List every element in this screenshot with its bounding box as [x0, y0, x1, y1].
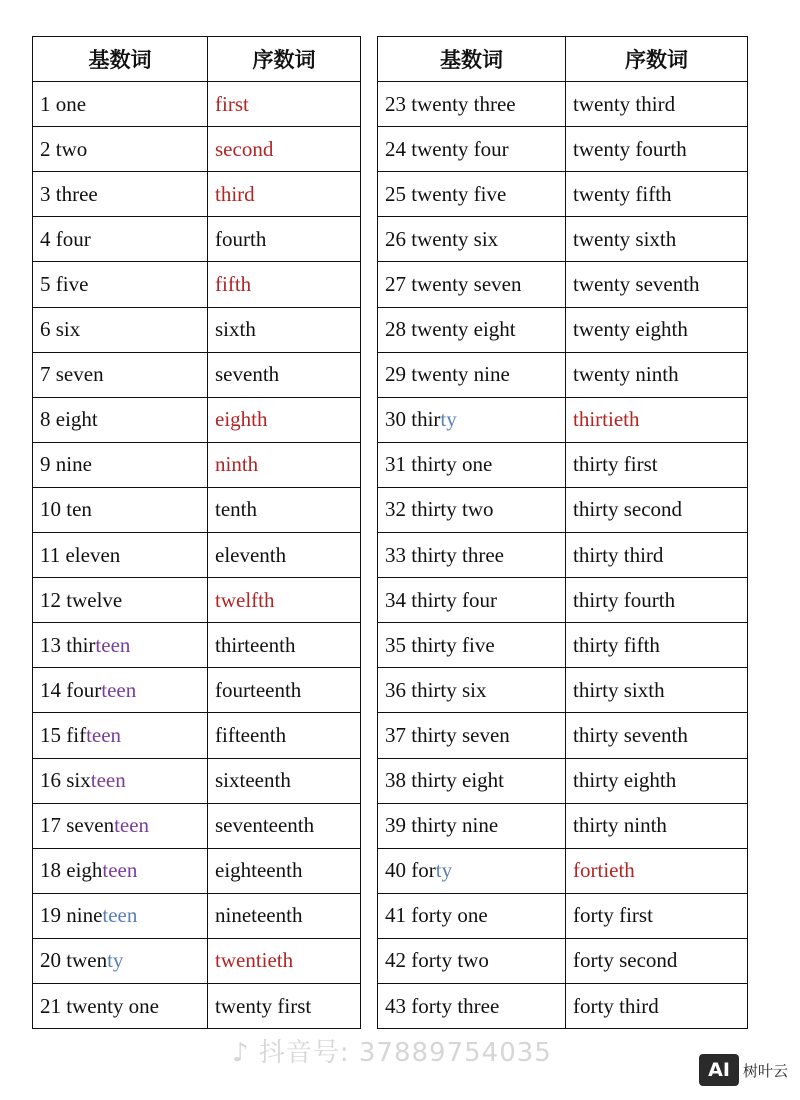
- cardinal-text: 25 twenty five: [385, 181, 507, 206]
- ordinal-cell: [208, 668, 361, 713]
- ordinal-cell: [208, 758, 361, 803]
- table-row: [33, 127, 361, 172]
- ordinal-cell: [566, 442, 748, 487]
- table-row: [33, 713, 361, 758]
- table-body-right: [378, 82, 748, 1029]
- cardinal-text: 16 six: [40, 768, 91, 793]
- badge-text: 树叶云: [743, 1061, 789, 1080]
- ordinal-cell: [566, 533, 748, 578]
- ordinal-text: fourteenth: [215, 677, 302, 702]
- table-row: [378, 713, 748, 758]
- watermark: ♪ 抖音号: 37889754035: [232, 1038, 552, 1068]
- cardinal-text: 5 five: [40, 272, 89, 297]
- cardinal-text: 38 thirty eight: [385, 768, 504, 793]
- ordinal-cell: [566, 262, 748, 307]
- cardinal-cell: [378, 397, 566, 442]
- ordinal-text: tenth: [215, 497, 257, 522]
- ordinal-text: first: [215, 91, 249, 116]
- ordinal-text: twenty sixth: [573, 226, 677, 251]
- cardinal-cell: [378, 893, 566, 938]
- table-row: [33, 803, 361, 848]
- cardinal-text: 26 twenty six: [385, 226, 499, 251]
- ai-logo-icon: AI: [699, 1054, 739, 1086]
- ordinal-cell: [566, 938, 748, 983]
- header-cardinal: 基数词: [378, 37, 566, 82]
- ordinal-text: thirty fifth: [573, 632, 660, 657]
- cardinal-cell: [33, 262, 208, 307]
- cardinal-text: 31 thirty one: [385, 452, 493, 477]
- cardinal-text: 12 twelve: [40, 587, 123, 612]
- ordinal-cell: [208, 983, 361, 1028]
- cardinal-text: ty: [107, 948, 124, 973]
- ordinal-cell: [208, 262, 361, 307]
- ordinal-cell: [566, 623, 748, 668]
- header-cardinal: 基数词: [33, 37, 208, 82]
- cardinal-text: 32 thirty two: [385, 497, 494, 522]
- table-row: [378, 397, 748, 442]
- ordinal-text: thirteenth: [215, 632, 296, 657]
- ordinal-cell: [208, 893, 361, 938]
- ordinal-cell: [566, 848, 748, 893]
- cardinal-cell: [378, 172, 566, 217]
- cardinal-cell: [33, 848, 208, 893]
- table-row: [33, 82, 361, 127]
- ordinal-text: second: [215, 136, 274, 161]
- table-row: [378, 172, 748, 217]
- cardinal-cell: [378, 758, 566, 803]
- ordinal-text: sixteenth: [215, 768, 291, 793]
- cardinal-text: 40 for: [385, 858, 436, 883]
- ordinal-cell: [208, 938, 361, 983]
- cardinal-text: 11 eleven: [40, 542, 121, 567]
- cardinal-cell: [33, 803, 208, 848]
- table-row: [378, 848, 748, 893]
- table-row: [378, 623, 748, 668]
- table-row: [378, 442, 748, 487]
- cardinal-text: 21 twenty one: [40, 993, 159, 1018]
- ordinal-cell: [208, 848, 361, 893]
- cardinal-text: 23 twenty three: [385, 91, 516, 116]
- table-row: [33, 893, 361, 938]
- cardinal-cell: [378, 82, 566, 127]
- ordinal-cell: [208, 578, 361, 623]
- ordinal-cell: [566, 893, 748, 938]
- cardinal-text: 10 ten: [40, 497, 92, 522]
- cardinal-cell: [378, 352, 566, 397]
- cardinal-cell: [33, 578, 208, 623]
- cardinal-text: 1 one: [40, 91, 87, 116]
- cardinal-text: 13 thir: [40, 632, 96, 657]
- cardinal-cell: [378, 578, 566, 623]
- table-row: [33, 578, 361, 623]
- cardinal-text: teen: [101, 677, 137, 702]
- table-row: [33, 352, 361, 397]
- table-row: [33, 533, 361, 578]
- table-row: [378, 803, 748, 848]
- ai-badge: [699, 1054, 788, 1086]
- header-ordinal: 序数词: [566, 37, 748, 82]
- cardinal-cell: [378, 127, 566, 172]
- cardinal-text: 7 seven: [40, 362, 104, 387]
- ordinal-text: twentieth: [215, 948, 294, 973]
- ordinal-text: fifteenth: [215, 722, 287, 747]
- ordinal-cell: [566, 758, 748, 803]
- ordinal-text: seventeenth: [215, 813, 315, 838]
- ordinal-text: twenty seventh: [573, 272, 700, 297]
- cardinal-text: 28 twenty eight: [385, 317, 516, 342]
- table-row: [378, 217, 748, 262]
- ordinal-cell: [566, 307, 748, 352]
- ordinal-cell: [566, 713, 748, 758]
- table-row: [378, 262, 748, 307]
- cardinal-cell: [378, 713, 566, 758]
- cardinal-cell: [33, 893, 208, 938]
- table-row: [378, 983, 748, 1028]
- ordinal-text: thirty ninth: [573, 813, 667, 838]
- table-row: [33, 217, 361, 262]
- table-row: [378, 487, 748, 532]
- cardinal-cell: [33, 127, 208, 172]
- cardinal-text: 3 three: [40, 181, 98, 206]
- cardinal-text: 14 four: [40, 677, 102, 702]
- ordinal-text: forty first: [573, 903, 653, 928]
- ordinal-text: fourth: [215, 226, 267, 251]
- ordinal-cell: [566, 172, 748, 217]
- table-row: [33, 668, 361, 713]
- ordinal-cell: [208, 172, 361, 217]
- cardinal-cell: [378, 262, 566, 307]
- table-header-row: [378, 37, 748, 82]
- ordinal-text: thirtieth: [573, 407, 640, 432]
- table-row: [378, 533, 748, 578]
- ordinal-text: twenty first: [215, 993, 312, 1018]
- cardinal-cell: [33, 82, 208, 127]
- cardinal-text: 20 twen: [40, 948, 108, 973]
- cardinal-cell: [378, 938, 566, 983]
- ordinal-cell: [208, 397, 361, 442]
- ordinal-text: seventh: [215, 362, 280, 387]
- cardinal-cell: [33, 938, 208, 983]
- cardinal-text: 24 twenty four: [385, 136, 509, 161]
- cardinal-text: 29 twenty nine: [385, 362, 510, 387]
- ordinal-text: thirty second: [573, 497, 683, 522]
- cardinal-text: 8 eight: [40, 407, 98, 432]
- ordinal-cell: [566, 352, 748, 397]
- cardinal-text: teen: [86, 722, 122, 747]
- ordinal-text: eighteenth: [215, 858, 303, 883]
- cardinal-cell: [33, 217, 208, 262]
- ordinal-text: fortieth: [573, 858, 635, 883]
- cardinal-cell: [33, 172, 208, 217]
- cardinal-cell: [378, 983, 566, 1028]
- table-row: [378, 938, 748, 983]
- table-row: [378, 578, 748, 623]
- cardinal-cell: [378, 848, 566, 893]
- ordinal-cell: [566, 803, 748, 848]
- ordinal-text: sixth: [215, 317, 256, 342]
- ordinal-cell: [566, 668, 748, 713]
- cardinal-text: 34 thirty four: [385, 587, 497, 612]
- table-row: [378, 758, 748, 803]
- ordinal-text: eighth: [215, 407, 268, 432]
- cardinal-cell: [378, 623, 566, 668]
- ordinals-table-right: [377, 36, 748, 1029]
- ordinal-text: twenty eighth: [573, 317, 688, 342]
- cardinal-text: 41 forty one: [385, 903, 488, 928]
- ordinal-text: twenty ninth: [573, 362, 679, 387]
- table-row: [33, 848, 361, 893]
- ordinal-text: twelfth: [215, 587, 275, 612]
- ordinal-cell: [566, 217, 748, 262]
- cardinal-cell: [378, 487, 566, 532]
- ordinal-text: ninth: [215, 452, 259, 477]
- cardinal-cell: [33, 397, 208, 442]
- ordinal-cell: [208, 82, 361, 127]
- ordinal-cell: [208, 217, 361, 262]
- cardinal-cell: [33, 442, 208, 487]
- ordinal-cell: [566, 397, 748, 442]
- cardinal-text: 18 eigh: [40, 858, 103, 883]
- ordinal-text: forty third: [573, 993, 659, 1018]
- cardinal-cell: [33, 983, 208, 1028]
- cardinal-text: 6 six: [40, 317, 81, 342]
- table-row: [33, 758, 361, 803]
- table-header-row: [33, 37, 361, 82]
- cardinal-text: teen: [114, 813, 150, 838]
- ordinal-cell: [566, 578, 748, 623]
- cardinal-cell: [33, 623, 208, 668]
- table-row: [33, 623, 361, 668]
- table-row: [33, 397, 361, 442]
- cardinal-text: 33 thirty three: [385, 542, 504, 567]
- ordinal-text: forty second: [573, 948, 678, 973]
- cardinal-text: 37 thirty seven: [385, 722, 510, 747]
- table-row: [33, 262, 361, 307]
- table-row: [33, 442, 361, 487]
- cardinal-cell: [378, 307, 566, 352]
- cardinal-text: teen: [90, 768, 126, 793]
- ordinal-cell: [208, 442, 361, 487]
- ordinal-cell: [566, 82, 748, 127]
- cardinal-text: 2 two: [40, 136, 88, 161]
- cardinal-cell: [378, 442, 566, 487]
- ordinal-cell: [208, 352, 361, 397]
- cardinal-text: ty: [435, 858, 453, 883]
- cardinal-cell: [33, 487, 208, 532]
- cardinal-text: 35 thirty five: [385, 632, 495, 657]
- table-row: [378, 127, 748, 172]
- cardinal-text: 43 forty three: [385, 993, 500, 1018]
- cardinal-cell: [33, 533, 208, 578]
- ordinal-text: thirty first: [573, 452, 658, 477]
- cardinal-text: 39 thirty nine: [385, 813, 499, 838]
- cardinal-cell: [33, 713, 208, 758]
- ordinal-cell: [208, 487, 361, 532]
- ordinal-text: twenty fourth: [573, 136, 687, 161]
- table-row: [33, 487, 361, 532]
- table-row: [378, 307, 748, 352]
- ordinal-text: thirty sixth: [573, 677, 665, 702]
- cardinal-text: teen: [95, 632, 131, 657]
- cardinal-cell: [33, 668, 208, 713]
- ordinal-text: thirty seventh: [573, 722, 688, 747]
- cardinal-text: 9 nine: [40, 452, 92, 477]
- table-body-left: [33, 82, 361, 1029]
- cardinal-cell: [378, 803, 566, 848]
- table-row: [33, 172, 361, 217]
- ordinal-text: eleventh: [215, 542, 287, 567]
- ordinals-table-left: [32, 36, 361, 1029]
- ordinal-cell: [208, 307, 361, 352]
- ordinal-cell: [208, 713, 361, 758]
- ordinal-text: thirty third: [573, 542, 664, 567]
- ordinal-text: fifth: [215, 272, 252, 297]
- cardinal-text: 27 twenty seven: [385, 272, 522, 297]
- table-row: [378, 893, 748, 938]
- cardinal-text: 36 thirty six: [385, 677, 487, 702]
- header-ordinal: 序数词: [208, 37, 361, 82]
- cardinal-text: teen: [102, 903, 138, 928]
- cardinal-cell: [33, 352, 208, 397]
- table-row: [33, 307, 361, 352]
- cardinal-cell: [378, 217, 566, 262]
- ordinal-cell: [208, 623, 361, 668]
- cardinal-text: 30 thir: [385, 407, 441, 432]
- cardinal-cell: [33, 307, 208, 352]
- ordinal-cell: [208, 803, 361, 848]
- table-row: [378, 352, 748, 397]
- cardinal-cell: [378, 533, 566, 578]
- cardinal-text: ty: [440, 407, 457, 432]
- table-row: [33, 938, 361, 983]
- cardinal-text: 19 nine: [40, 903, 103, 928]
- table-row: [378, 82, 748, 127]
- cardinal-text: 17 seven: [40, 813, 115, 838]
- table-row: [378, 668, 748, 713]
- ordinal-text: third: [215, 181, 255, 206]
- ordinal-text: nineteenth: [215, 903, 303, 928]
- ordinal-text: twenty third: [573, 91, 676, 116]
- ordinal-cell: [208, 533, 361, 578]
- cardinal-cell: [378, 668, 566, 713]
- cardinal-text: 4 four: [40, 226, 91, 251]
- ordinal-text: thirty fourth: [573, 587, 676, 612]
- cardinal-text: teen: [102, 858, 138, 883]
- ordinal-text: thirty eighth: [573, 768, 677, 793]
- cardinal-cell: [33, 758, 208, 803]
- ordinal-cell: [566, 127, 748, 172]
- cardinal-text: 42 forty two: [385, 948, 489, 973]
- ordinal-cell: [566, 983, 748, 1028]
- table-row: [33, 983, 361, 1028]
- ordinal-cell: [566, 487, 748, 532]
- ordinal-cell: [208, 127, 361, 172]
- cardinal-text: 15 fif: [40, 722, 87, 747]
- ordinal-text: twenty fifth: [573, 181, 672, 206]
